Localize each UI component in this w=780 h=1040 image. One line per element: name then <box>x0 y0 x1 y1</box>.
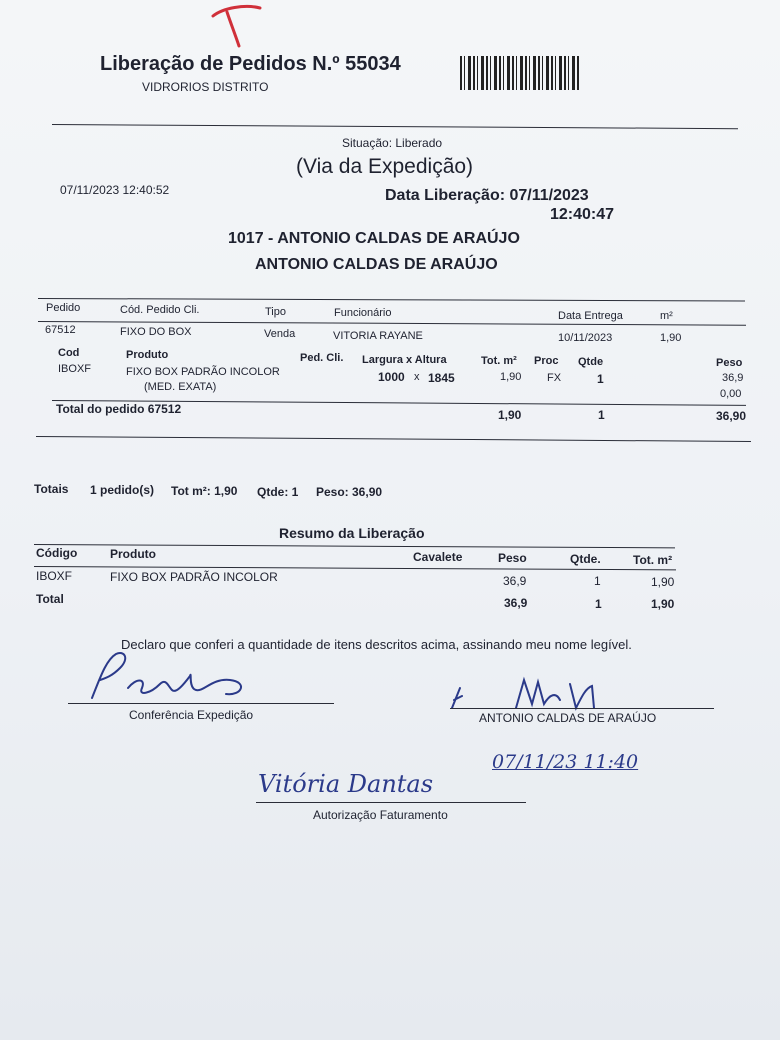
summary-total-peso: 36,9 <box>504 596 528 610</box>
barcode <box>460 56 580 90</box>
order-client-code: FIXO DO BOX <box>120 326 192 338</box>
divider <box>36 436 751 442</box>
document-title: Liberação de Pedidos N.º 55034 <box>100 53 401 75</box>
client-name: ANTONIO CALDAS DE ARAÚJO <box>255 256 498 273</box>
order-total-qty: 1 <box>598 408 605 422</box>
via-label: (Via da Expedição) <box>296 155 474 178</box>
release-time: 12:40:47 <box>550 206 615 223</box>
summary-header-peso: Peso <box>498 551 527 565</box>
col-header-data-entrega: Data Entrega <box>558 310 623 322</box>
item-weight: 36,9 <box>722 372 744 384</box>
signature-line <box>450 708 714 709</box>
divider <box>38 298 745 301</box>
summary-row-tot-m2: 1,90 <box>651 575 675 589</box>
item-header-largura-altura: Largura x Altura <box>362 354 447 366</box>
summary-header-qtde: Qtde. <box>570 552 601 566</box>
item-qty: 1 <box>597 372 604 386</box>
summary-row-produto: FIXO BOX PADRÃO INCOLOR <box>110 570 278 584</box>
summary-header-cavalete: Cavalete <box>413 550 463 564</box>
summary-title: Resumo da Liberação <box>279 525 425 541</box>
item-width: 1000 <box>378 370 405 384</box>
order-number: 67512 <box>45 324 76 336</box>
item-header-tot-m2: Tot. m² <box>481 355 517 367</box>
order-total-weight: 36,90 <box>716 409 747 423</box>
item-height: 1845 <box>428 371 455 385</box>
red-pen-mark <box>205 2 265 48</box>
order-delivery-date: 10/11/2023 <box>558 332 613 344</box>
summary-total-qtde: 1 <box>595 597 602 611</box>
item-header-qtde: Qtde <box>578 356 604 368</box>
handwritten-name: Vitória Dantas <box>258 770 434 798</box>
signature-line <box>256 802 526 803</box>
item-header-ped-cli: Ped. Cli. <box>300 352 344 364</box>
totals-qty: Qtde: 1 <box>257 485 299 499</box>
signature-line <box>68 703 334 704</box>
totals-weight: Peso: 36,90 <box>316 485 383 499</box>
item-weight-2: 0,00 <box>720 388 742 400</box>
client-signature-label: ANTONIO CALDAS DE ARAÚJO <box>479 711 657 725</box>
client-code-name: 1017 - ANTONIO CALDAS DE ARAÚJO <box>228 230 520 247</box>
summary-row-qtde: 1 <box>594 574 601 588</box>
divider <box>38 321 746 326</box>
summary-total-tot-m2: 1,90 <box>651 597 675 611</box>
summary-row-codigo: IBOXF <box>36 569 73 583</box>
summary-header-produto: Produto <box>110 547 156 561</box>
col-header-cod-cli: Cód. Pedido Cli. <box>120 304 200 316</box>
status-text: Situação: Liberado <box>342 136 443 150</box>
totals-pedidos: 1 pedido(s) <box>90 483 155 497</box>
order-employee: VITORIA RAYANE <box>333 330 423 342</box>
timestamp: 07/11/2023 12:40:52 <box>60 183 170 197</box>
release-date: Data Liberação: 07/11/2023 <box>385 187 589 204</box>
summary-header-tot-m2: Tot. m² <box>633 553 673 567</box>
item-product: FIXO BOX PADRÃO INCOLOR <box>126 366 280 378</box>
summary-total-label: Total <box>36 592 64 606</box>
col-header-funcionario: Funcionário <box>334 307 392 319</box>
item-header-cod: Cod <box>58 347 80 359</box>
declaration-text: Declaro que conferi a quantidade de itens descritos acima, assinando meu nome legível. <box>121 637 632 652</box>
summary-header-codigo: Código <box>36 546 78 560</box>
col-header-tipo: Tipo <box>265 306 286 318</box>
signature-conference <box>80 648 260 708</box>
col-header-m2: m² <box>660 310 673 322</box>
item-header-produto: Produto <box>126 349 169 361</box>
summary-row-peso: 36,9 <box>503 574 527 588</box>
item-times: x <box>414 371 420 383</box>
order-m2: 1,90 <box>660 332 682 344</box>
item-tot-m2: 1,90 <box>500 371 522 383</box>
totals-label: Totais <box>34 482 69 496</box>
col-header-pedido: Pedido <box>46 302 81 314</box>
divider <box>52 124 738 129</box>
item-product-note: (MED. EXATA) <box>144 381 217 393</box>
item-code: IBOXF <box>58 363 92 375</box>
order-type: Venda <box>264 328 296 340</box>
handwritten-date: 07/11/23 11:40 <box>492 751 639 773</box>
company-name: VIDRORIOS DISTRITO <box>142 80 269 94</box>
item-header-peso: Peso <box>716 357 743 369</box>
conference-label: Conferência Expedição <box>129 708 254 722</box>
item-header-proc: Proc <box>534 355 559 367</box>
totals-m2: Tot m²: 1,90 <box>171 484 238 498</box>
item-proc: FX <box>547 372 562 384</box>
authorization-label: Autorização Faturamento <box>313 808 448 822</box>
order-total-m2: 1,90 <box>498 408 522 422</box>
order-total-label: Total do pedido 67512 <box>56 402 182 416</box>
